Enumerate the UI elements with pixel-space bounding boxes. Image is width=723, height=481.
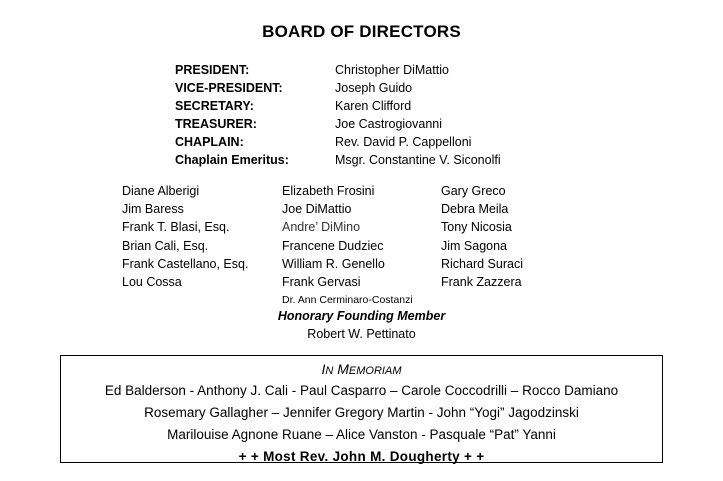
member-name: Brian Cali, Esq. [122,238,209,253]
officer-name: Christopher DiMattio [335,63,449,77]
honorary-section [0,307,723,343]
officer-role: SECRETARY: [175,99,254,113]
officer-role: Chaplain Emeritus: [175,153,289,167]
honorary-name: Robert W. Pettinato [307,327,416,341]
member-name: William R. Genello [282,256,385,271]
heading-letter: I [321,361,326,377]
member-name: Lou Cossa [122,274,182,289]
officer-name: Msgr. Constantine V. Siconolfi [335,153,501,167]
officer-role: CHAPLAIN: [175,135,244,149]
memoriam-line: Marilouise Agnone Ruane – Alice Vanston - Pasquale “Pat” Yanni [167,427,556,442]
heading-letters: EMORIAM [348,365,402,377]
officer-row-chaplain-emeritus [175,151,575,169]
officer-row-president [175,61,575,79]
memoriam-final-line: + + Most Rev. John M. Dougherty + + [238,449,485,464]
member-name: Elizabeth Frosini [282,184,375,198]
officer-row-treasurer [175,115,575,133]
member-name: Debra Meila [441,202,509,217]
member-name: Tony Nicosia [441,220,512,235]
member-name: Diane Alberigi [122,184,200,198]
members-column-1 [122,182,248,291]
officer-name: Joseph Guido [335,81,413,95]
member-name: Frank Gervasi [282,274,361,289]
member-name: Frank T. Blasi, Esq. [122,220,230,235]
member-name: Frank Zazzera [441,274,522,289]
member-name: Gary Greco [441,184,506,198]
officer-name: Karen Clifford [335,99,412,113]
officer-row-chaplain [175,133,575,151]
officers-list [175,61,575,169]
officer-row-vice-president [175,79,575,97]
officer-row-secretary [175,97,575,115]
member-name: Andre’ DiMino [282,220,361,235]
page-title: BOARD OF DIRECTORS [262,22,461,41]
member-name: Frank Castellano, Esq. [122,256,249,271]
member-name: Dr. Ann Cerminaro-Costanzi [282,294,413,307]
in-memoriam-heading [61,361,662,380]
honorary-label: Honorary Founding Member [277,309,446,323]
heading-letters: N [325,365,334,377]
memoriam-line: Ed Balderson - Anthony J. Cali - Paul Casparro – Carole Coccodrilli – Rocco Damiano [104,383,619,398]
officer-role: TREASURER: [175,117,257,131]
member-name: Jim Sagona [441,238,508,253]
member-name: Francene Dudziec [282,238,384,253]
in-memoriam-box [60,355,663,463]
heading-letter: M [337,361,349,377]
officer-role: VICE-PRESIDENT: [175,81,283,95]
officer-role: PRESIDENT: [175,63,250,77]
officer-name: Rev. David P. Cappelloni [335,135,472,149]
member-name: Jim Baress [122,202,184,217]
memoriam-line: Rosemary Gallagher – Jennifer Gregory Martin - John “Yogi” Jagodzinski [144,405,579,420]
member-name: Richard Suraci [441,256,523,271]
members-column-2 [282,182,413,309]
member-name: Joe DiMattio [282,202,352,217]
members-column-3 [441,182,523,291]
officer-name: Joe Castrogiovanni [335,117,443,131]
